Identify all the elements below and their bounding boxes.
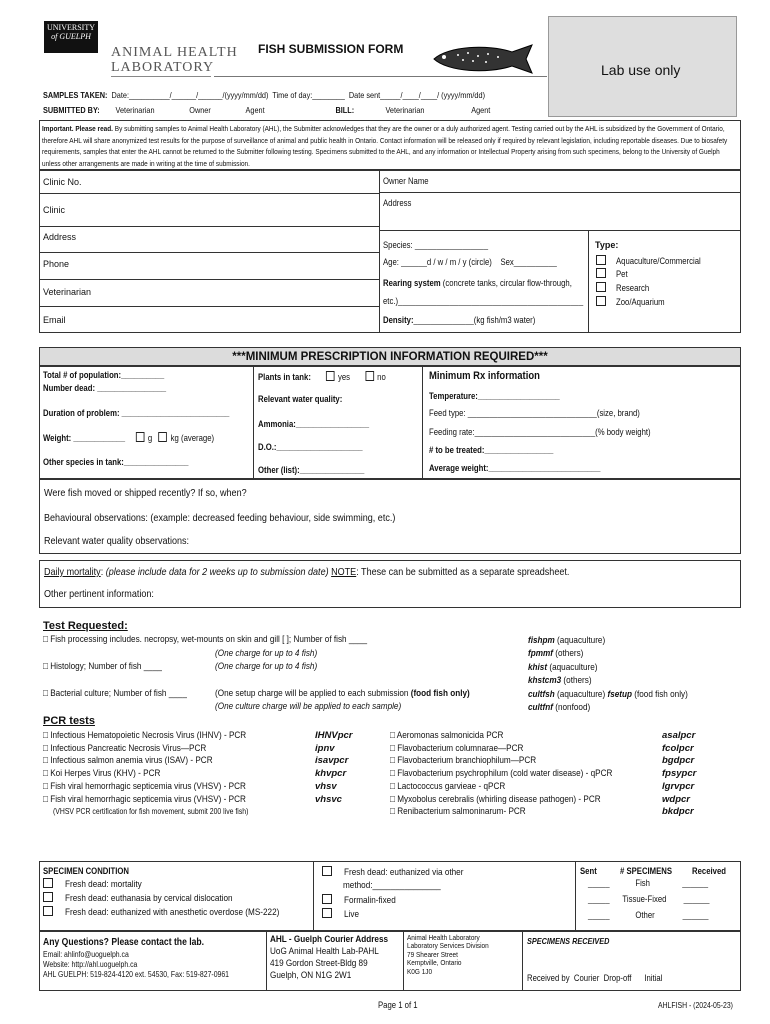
bill-agent[interactable]: Agent	[471, 105, 491, 115]
pcr-code: bkdpcr	[662, 806, 694, 818]
pcr-bgd[interactable]: □ Flavobacterium branchiophilum—PCR	[390, 755, 537, 767]
checkbox-icon[interactable]	[596, 255, 606, 265]
checkbox-icon[interactable]	[322, 908, 332, 918]
samples-date-field[interactable]: Date:__________/______/______/(yyyy/mm/dd)	[111, 90, 269, 100]
pcr-asal[interactable]: □ Aeromonas salmonicida PCR	[390, 730, 504, 741]
bacterial-option[interactable]: □ Bacterial culture; Number of fish ____	[43, 688, 187, 699]
num-specimens-header: # SPECIMENS	[620, 866, 673, 876]
pcr-right-codes	[662, 730, 696, 819]
type-option-zoo[interactable]: Zoo/Aquarium	[596, 296, 673, 307]
min-rx-title: Minimum Rx information	[429, 370, 540, 382]
phone-field[interactable]: Phone	[43, 259, 70, 269]
histology-note: (One charge for up to 4 fish)	[215, 661, 318, 672]
contact-line	[39, 193, 379, 194]
code-fishpm: fishpm (aquaculture)	[528, 635, 606, 646]
pcr-code: fpsypcr	[662, 768, 697, 780]
bacterial-note2: (One culture charge will be applied to each sample)	[215, 701, 402, 712]
code-cultfnf: cultfnf (nonfood)	[528, 702, 591, 714]
pcr-left-codes	[315, 730, 352, 806]
veterinarian-field[interactable]: Veterinarian	[43, 287, 92, 297]
checkbox-icon[interactable]	[43, 906, 53, 916]
pcr-code: vhsv	[315, 780, 337, 792]
date-sent-field[interactable]: Date sent_____/____/____/ (yyyy/mm/dd)	[348, 90, 486, 100]
form-code: AHLFISH - (2024-05-23)	[658, 1001, 733, 1010]
important-notice	[39, 120, 741, 170]
important-lead: Important. Please read.	[42, 124, 113, 133]
specimen-divider	[313, 861, 314, 931]
g-checkbox-icon[interactable]	[136, 432, 145, 442]
pcr-code: wdpcr	[662, 793, 690, 805]
code-fpmmf: fpmmf (others)	[528, 648, 584, 660]
pcr-ipnv[interactable]: □ Infectious Pancreatic Necrosis Virus—PCR	[43, 742, 207, 754]
bill-label: BILL:	[335, 105, 355, 115]
rx-banner-text: ***MINIMUM PRESCRIPTION INFORMATION REQUIRED***	[232, 351, 548, 363]
pcr-bkd[interactable]: □ Renibacterium salmoninarum- PCR	[390, 806, 526, 818]
specimen-opt-mortality[interactable]: Fresh dead: mortality	[43, 878, 154, 890]
population-field[interactable]: Total # of population:__________	[43, 370, 165, 380]
owner-address-field[interactable]: Address	[383, 198, 412, 208]
pcr-isav[interactable]: □ Infectious salmon anemia virus (ISAV) - PCR	[43, 755, 213, 767]
behaviour-question[interactable]: Behavioural observations: (example: decreased feeding behaviour, side swimming, etc.)	[44, 512, 396, 524]
feed-type-field[interactable]: Feed type: ______________________________(size, brand)	[429, 408, 640, 418]
water-quality-label: Relevant water quality:	[258, 394, 343, 404]
type-option-research[interactable]: Research	[596, 282, 655, 293]
samples-taken-row	[43, 90, 557, 100]
page-number: Page 1 of 1	[378, 1000, 418, 1010]
logo-underline	[111, 76, 211, 77]
specimen-opt-live[interactable]: Live	[322, 908, 361, 920]
specimen-row-fish[interactable]: _____ Fish ______	[588, 878, 709, 888]
contact-line	[39, 306, 379, 307]
fish-processing-option[interactable]: □ Fish processing includes. necropsy, wet-mounts on skin and gill [ ]; Number of fish ____	[43, 634, 368, 645]
type-option-aquaculture[interactable]: Aquaculture/Commercial	[596, 255, 715, 266]
specimen-title: SPECIMEN CONDITION	[43, 866, 130, 876]
bacterial-note: (One setup charge will be applied to each submission (food fish only)	[215, 688, 470, 699]
contact-line	[39, 252, 379, 253]
pcr-code: lgrvpcr	[662, 780, 695, 792]
code-cultfsh: cultfsh (aquaculture) fsetup (food fish only)	[528, 688, 688, 700]
fish-icon	[428, 42, 543, 76]
specimen-opt-anesthetic[interactable]: Fresh dead: euthanized with anesthetic overdose (MS-222)	[43, 906, 314, 918]
checkbox-icon[interactable]	[596, 296, 606, 306]
important-text: By submitting samples to Animal Health Laboratory (AHL), the Submitter acknowledges that they are the owner or a duly authorized agent. Testing carried out by the AHL is subsidized by the Government of Ontario, therefore AHL will share anonymized test results for the purpose of surveillance of animal and public health in Ontario. Contact information will be released only if required by relevant legislation, including reportable diseases. Due to biosafety requirements, samples that enter the AHL cannot be returned to the Submitter following testing. Specimens submitted to the AHL, and any information or Intellectual Property arising from such specimens, belong to the University of Guelph unless other arrangements are made in writing at the time of submission.	[42, 124, 728, 168]
footer-divider	[266, 931, 267, 991]
title-rule	[214, 76, 547, 77]
feeding-rate-field[interactable]: Feeding rate:____________________________(% body weight)	[429, 427, 651, 437]
pcr-lgrv[interactable]: □ Lactococcus garvieae - qPCR	[390, 780, 506, 792]
pcr-vhsv[interactable]: □ Fish viral hemorrhagic septicemia virus (VHSV) - PCR	[43, 780, 246, 792]
specimen-opt-other[interactable]: Fresh dead: euthanized via other	[322, 866, 483, 878]
type-option-pet[interactable]: Pet	[596, 268, 630, 279]
no-checkbox-icon[interactable]	[365, 371, 374, 381]
pcr-code: khvpcr	[315, 768, 347, 780]
temperature-field[interactable]: Temperature:___________________	[429, 391, 560, 401]
do-field[interactable]: D.O.:____________________	[258, 442, 363, 452]
average-weight-field[interactable]: Average weight:__________________________	[429, 463, 601, 473]
yes-checkbox-icon[interactable]	[326, 371, 335, 381]
specimen-row-tissue[interactable]: _____ Tissue-Fixed ______	[588, 894, 710, 904]
submitted-by-row	[43, 105, 563, 115]
uog-logo-line2: of GUELPH	[51, 32, 91, 41]
sent-header: Sent	[580, 866, 597, 876]
pcr-code: ipnv	[315, 742, 335, 754]
pcr-khv[interactable]: □ Koi Herpes Virus (KHV) - PCR	[43, 768, 161, 780]
questions-title: Any Questions? Please contact the lab.	[43, 937, 205, 948]
to-be-treated-field[interactable]: # to be treated:________________	[429, 445, 554, 455]
footer-website[interactable]: Website: http://ahl.uoguelph.ca	[43, 960, 138, 969]
submitted-owner[interactable]: Owner	[189, 105, 211, 115]
histology-option[interactable]: □ Histology; Number of fish ____	[43, 661, 162, 672]
pcr-fcol[interactable]: □ Flavobacterium columnarae—PCR	[390, 742, 524, 754]
submitted-agent[interactable]: Agent	[245, 105, 265, 115]
species-field[interactable]: Species: _________________	[383, 240, 489, 250]
ahl-logo	[111, 45, 238, 75]
rx-divider	[422, 366, 423, 479]
daily-mortality-row[interactable]: Daily mortality: (please include data for 2 weeks up to submission date) NOTE: These can be submitted as a separate spreadsheet.	[44, 566, 570, 578]
tests-title: Test Requested:	[43, 620, 128, 632]
address-field[interactable]: Address	[43, 232, 77, 242]
pcr-left-list	[43, 730, 280, 819]
rx-divider	[253, 366, 254, 479]
footer-divider	[522, 931, 523, 991]
moved-question[interactable]: Were fish moved or shipped recently? If so, when?	[44, 487, 247, 499]
pcr-code: fcolpcr	[662, 742, 694, 754]
pcr-code: asalpcr	[662, 730, 696, 741]
pcr-code: isavpcr	[315, 755, 349, 767]
form-title: FISH SUBMISSION FORM	[258, 42, 404, 56]
pcr-ihnv[interactable]: □ Infectious Hematopoietic Necrosis Virus (IHNV) - PCR	[43, 730, 247, 741]
ahl-logo-line2: LABORATORY	[111, 60, 215, 75]
pcr-code: bgdpcr	[662, 755, 695, 767]
specimen-divider	[575, 861, 576, 931]
checkbox-icon[interactable]	[43, 892, 53, 902]
age-field[interactable]: Age: ______d / w / m / y (circle) Sex__________	[383, 257, 557, 267]
sex-field: Sex__________	[500, 257, 557, 267]
type-label: Type:	[595, 240, 619, 250]
uog-logo	[44, 21, 98, 53]
received-by-row[interactable]: Received by Courier Drop-off Initial	[527, 973, 663, 983]
lab-use-box	[548, 16, 737, 117]
code-khist: khist (aquaculture)	[528, 661, 598, 673]
density-field[interactable]: Density:______________(kg fish/m3 water)	[383, 315, 536, 325]
clinic-field[interactable]: Clinic	[43, 205, 66, 215]
mail-address: Animal Health Laboratory Laboratory Services Division 79 Shearer Street Kemptville, Ontario K0G 1J0	[407, 933, 489, 976]
weight-field[interactable]: Weight: ____________ g kg (average)	[43, 433, 215, 443]
contact-line	[39, 226, 379, 227]
courier-address: AHL - Guelph Courier Address UoG Animal Health Lab-PAHL 419 Gordon Street-Bldg 89 Guelph, ON N1G 2W1	[270, 934, 389, 981]
received-header: Received	[692, 866, 726, 876]
samples-taken-label: SAMPLES TAKEN:	[43, 90, 108, 100]
pcr-code: IHNVpcr	[315, 730, 353, 741]
contact-line	[39, 279, 379, 280]
ammonia-field[interactable]: Ammonia:_________________	[258, 419, 370, 429]
specimen-row-other[interactable]: _____ Other ______	[588, 910, 709, 920]
contact-divider	[379, 170, 380, 333]
pcr-right-list	[390, 730, 649, 819]
lab-use-label: Lab use only	[601, 62, 681, 78]
pcr-vhsvc[interactable]: □ Fish viral hemorrhagic septicemia virus (VHSV) - PCR	[43, 793, 246, 805]
clinic-no-field[interactable]: Clinic No.	[43, 177, 82, 187]
submitted-by-label: SUBMITTED BY:	[43, 105, 100, 115]
footer-phone: AHL GUELPH: 519-824-4120 ext. 54530, Fax: 519-827-0961	[43, 970, 230, 979]
other-info-row[interactable]: Other pertinent information:	[44, 588, 154, 600]
specimen-other-method[interactable]: method:_______________	[343, 880, 441, 891]
pcr-title: PCR tests	[43, 715, 95, 727]
pcr-fpsy[interactable]: □ Flavobacterium psychrophilum (cold water disease) - qPCR	[390, 768, 613, 780]
uog-logo-line1: UNIVERSITY	[47, 23, 95, 32]
vhsv-note: (VHSV PCR certification for fish movement, submit 200 live fish)	[53, 807, 249, 817]
water-quality-question[interactable]: Relevant water quality observations:	[44, 535, 190, 547]
code-khstcm3: khstcm3 (others)	[528, 675, 592, 687]
owner-name-field[interactable]: Owner Name	[383, 176, 429, 186]
specimens-received-title: SPECIMENS RECEIVED	[527, 936, 610, 946]
other-species-field[interactable]: Other species in tank:_______________	[43, 457, 189, 467]
pcr-wd[interactable]: □ Myxobolus cerebralis (whirling disease pathogen) - PCR	[390, 793, 601, 805]
footer-email[interactable]: Email: ahlinfo@uoguelph.ca	[43, 950, 129, 959]
checkbox-icon[interactable]	[322, 866, 332, 876]
rearing-system-field[interactable]: Rearing system (concrete tanks, circular flow-through,	[383, 278, 572, 288]
checkbox-icon[interactable]	[596, 268, 606, 278]
test-codes	[528, 634, 714, 714]
pcr-code: vhsvc	[315, 793, 342, 805]
fp-note: (One charge for up to 4 fish)	[215, 648, 318, 659]
contact-line	[379, 230, 741, 231]
email-field[interactable]: Email	[43, 315, 66, 325]
submitted-veterinarian[interactable]: Veterinarian	[115, 105, 155, 115]
specimen-opt-formalin[interactable]: Formalin-fixed	[322, 894, 404, 906]
ahl-logo-line1: ANIMAL HEALTH	[111, 45, 238, 60]
samples-time-field[interactable]: Time of day:________	[272, 90, 345, 100]
number-dead-field[interactable]: Number dead: ________________	[43, 383, 167, 393]
rx-banner	[39, 347, 741, 366]
checkbox-icon[interactable]	[596, 282, 606, 292]
plants-field[interactable]: Plants in tank: yes no	[258, 372, 386, 382]
other-list-field[interactable]: Other (list):_______________	[258, 465, 365, 475]
rearing-etc-field[interactable]: etc.)___________________________________________	[383, 296, 584, 306]
specimen-opt-cervical[interactable]: Fresh dead: euthanasia by cervical dislocation	[43, 892, 260, 904]
duration-field[interactable]: Duration of problem: _________________________	[43, 408, 230, 418]
bill-veterinarian[interactable]: Veterinarian	[385, 105, 425, 115]
contact-line	[379, 192, 741, 193]
checkbox-icon[interactable]	[322, 894, 332, 904]
checkbox-icon[interactable]	[43, 878, 53, 888]
kg-checkbox-icon[interactable]	[159, 432, 168, 442]
